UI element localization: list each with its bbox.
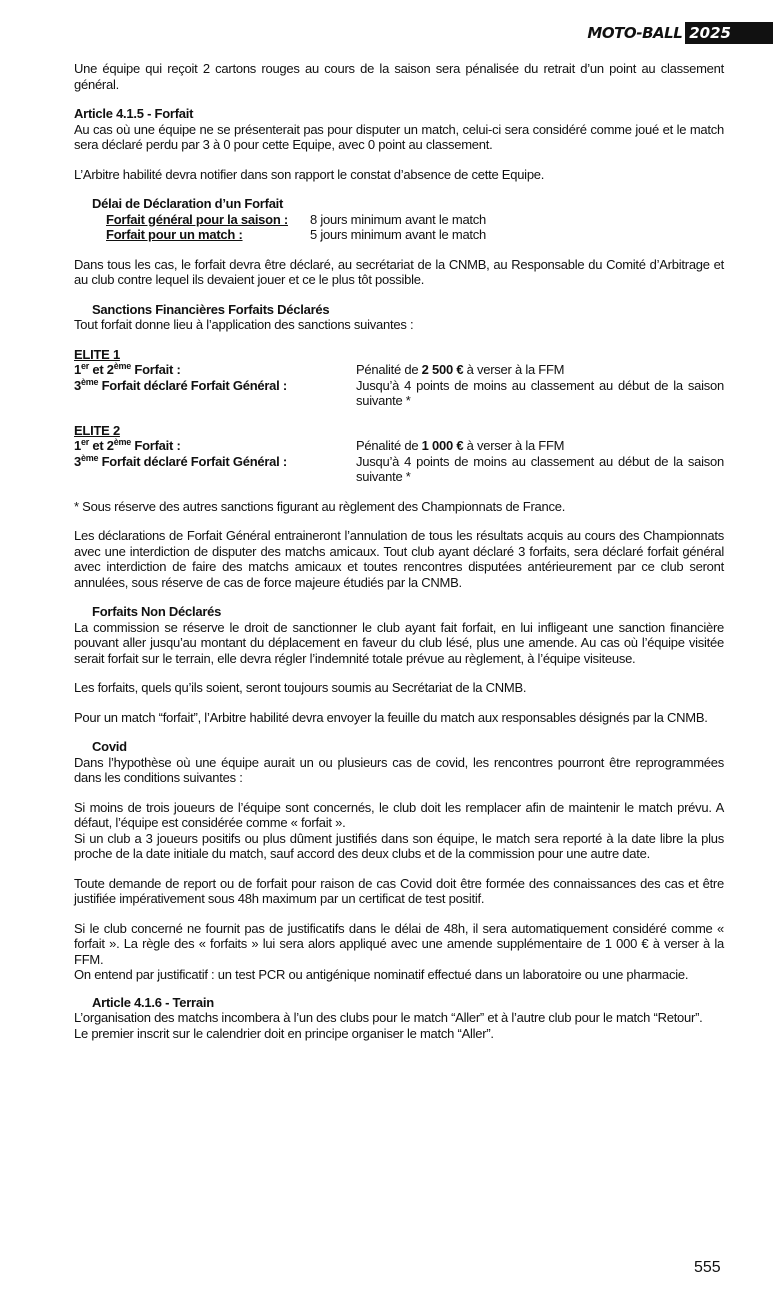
article-416-title: Article 4.1.6 - Terrain [92, 994, 214, 1010]
sanction-value: Jusqu’à 4 points de moins au classement au début de la saison suivante * [356, 453, 724, 484]
declaration-paragraph: Dans tous les cas, le forfait devra être déclaré, au secrétariat de la CNMB, au Responsable du Comité d’Arbitrage et au club contre lequel ils devaient jouer et ce le plus tôt possible. [74, 256, 724, 287]
article-416-p2: Le premier inscrit sur le calendrier doit en principe organiser le match “Aller”. [74, 1025, 494, 1041]
covid-p4b: On entend par justificatif : un test PCR ou antigénique nominatif effectué dans un laboratoire ou une pharmacie. [74, 967, 689, 982]
sanction-row [74, 438, 724, 454]
covid-p4a: Si le club concerné ne fournit pas de justificatifs dans le délai de 48h, il sera automatiquement considéré comme « forfait ». La règle des « forfaits » lui sera alors appliqué avec une amende supplémentaire de 1 000 € à verser à la FFM. [74, 920, 724, 967]
article-415-p1: Au cas où une équipe ne se présenterait pas pour disputer un match, celui-ci sera considéré comme joué et le match sera déclaré perdu par 3 à 0 pour cette Equipe, avec 0 point au classement. [74, 121, 724, 152]
general-forfeit-paragraph: Les déclarations de Forfait Général entraineront l’annulation de tous les résultats acquis au cours des Championnats avec une interdiction de disputer des matchs amicaux. Tout club ayant déclaré 3 forfaits, sera déclaré forfait général avec interdiction de faire des matchs amicaux et toutes rencontres disputées antérieurement par ce club seront annulées, sous réserve de cas de force majeure étudiés par la CNMB. [74, 528, 724, 590]
deadline-label: Forfait général pour la saison : [106, 211, 288, 227]
undeclared-p2: Les forfaits, quels qu’ils soient, seront toujours soumis au Secrétariat de la CNMB. [74, 680, 527, 695]
penalty-amount: 2 500 € [421, 362, 464, 377]
covid-p1: Dans l’hypothèse où une équipe aurait un ou plusieurs cas de covid, les rencontres pourront être reprogrammées dans les conditions suivantes : [74, 754, 724, 785]
sanction-value: Jusqu’à 4 points de moins au classement au début de la saison suivante * [356, 377, 724, 408]
sanction-value: Pénalité de 2 500 € à verser à la FFM [356, 362, 565, 377]
covid-title: Covid [92, 739, 127, 754]
sanction-label: 1er et 2ème Forfait : [74, 361, 181, 377]
page-number: 555 [694, 1259, 721, 1276]
sanction-label: 3ème Forfait déclaré Forfait Général : [74, 452, 287, 469]
sanction-row [74, 362, 724, 378]
deadline-row-match [74, 227, 724, 243]
sanction-label: 1er et 2ème Forfait : [74, 437, 181, 453]
article-415-p2: L’Arbitre habilité devra notifier dans son rapport le constat d’absence de cette Equipe. [74, 166, 545, 182]
covid-p3: Toute demande de report ou de forfait pour raison de cas Covid doit être formée des connaissances des cas et être justifiée impérativement sous 48h maximum par un certificat de test positif. [74, 875, 724, 906]
brand-title: MOTO-BALL [587, 24, 683, 42]
document-body [74, 61, 724, 1041]
deadline-value: 8 jours minimum avant le match [310, 211, 487, 227]
deadline-value: 5 jours minimum avant le match [310, 227, 487, 242]
sanction-label: 3ème Forfait déclaré Forfait Général : [74, 376, 287, 393]
category-title-elite-2: ELITE 2 [74, 422, 120, 438]
footnote: * Sous réserve des autres sanctions figurant au règlement des Championnats de France. [74, 498, 566, 514]
penalty-amount: 1 000 € [421, 438, 464, 453]
deadlines-title: Délai de Déclaration d’un Forfait [92, 196, 284, 211]
category-title-elite-1: ELITE 1 [74, 346, 120, 362]
page-header [587, 22, 773, 44]
undeclared-p3: Pour un match “forfait”, l’Arbitre habilité devra envoyer la feuille du match aux responsables désignés par la CNMB. [74, 709, 708, 725]
covid-p2a: Si moins de trois joueurs de l’équipe sont concernés, le club doit les remplacer afin de maintenir le match prévu. A défaut, l’équipe est considérée comme « forfait ». [74, 799, 724, 830]
sanction-row [74, 454, 724, 485]
covid-p2b: Si un club a 3 joueurs positifs ou plus dûment justifiés dans son équipe, le match sera reporté à la date libre la plus proche de la date initiale du match, sauf accord des deux clubs et de la commission pour une autre date. [74, 830, 724, 861]
deadline-label: Forfait pour un match : [106, 227, 243, 242]
deadline-row-season [74, 212, 724, 228]
sanctions-intro: Tout forfait donne lieu à l’application des sanctions suivantes : [74, 317, 414, 332]
article-415-title: Article 4.1.5 - Forfait [74, 106, 194, 121]
sanction-row [74, 378, 724, 409]
article-416-p1: L’organisation des matchs incombera à l’un des clubs pour le match “Aller” et à l’autre club pour le match “Retour”. [74, 1010, 703, 1025]
sanctions-title: Sanctions Financières Forfaits Déclarés [92, 301, 330, 317]
undeclared-p1: La commission se réserve le droit de sanctionner le club ayant fait forfait, en lui infligeant une sanction financière pouvant aller jusqu’au montant du déplacement en faveur du club lésé, plus une amende. Au cas où l’équipe visitée serait forfait sur le terrain, elle devra régler l’indemnité totale prévue au règlement, à l’équipe visiteuse. [74, 619, 724, 666]
brand-year: 2025 [685, 22, 773, 44]
undeclared-title: Forfaits Non Déclarés [92, 604, 222, 619]
intro-paragraph: Une équipe qui reçoit 2 cartons rouges au cours de la saison sera pénalisée du retrait d’un point au classement général. [74, 61, 724, 92]
sanction-value: Pénalité de 1 000 € à verser à la FFM [356, 438, 565, 453]
